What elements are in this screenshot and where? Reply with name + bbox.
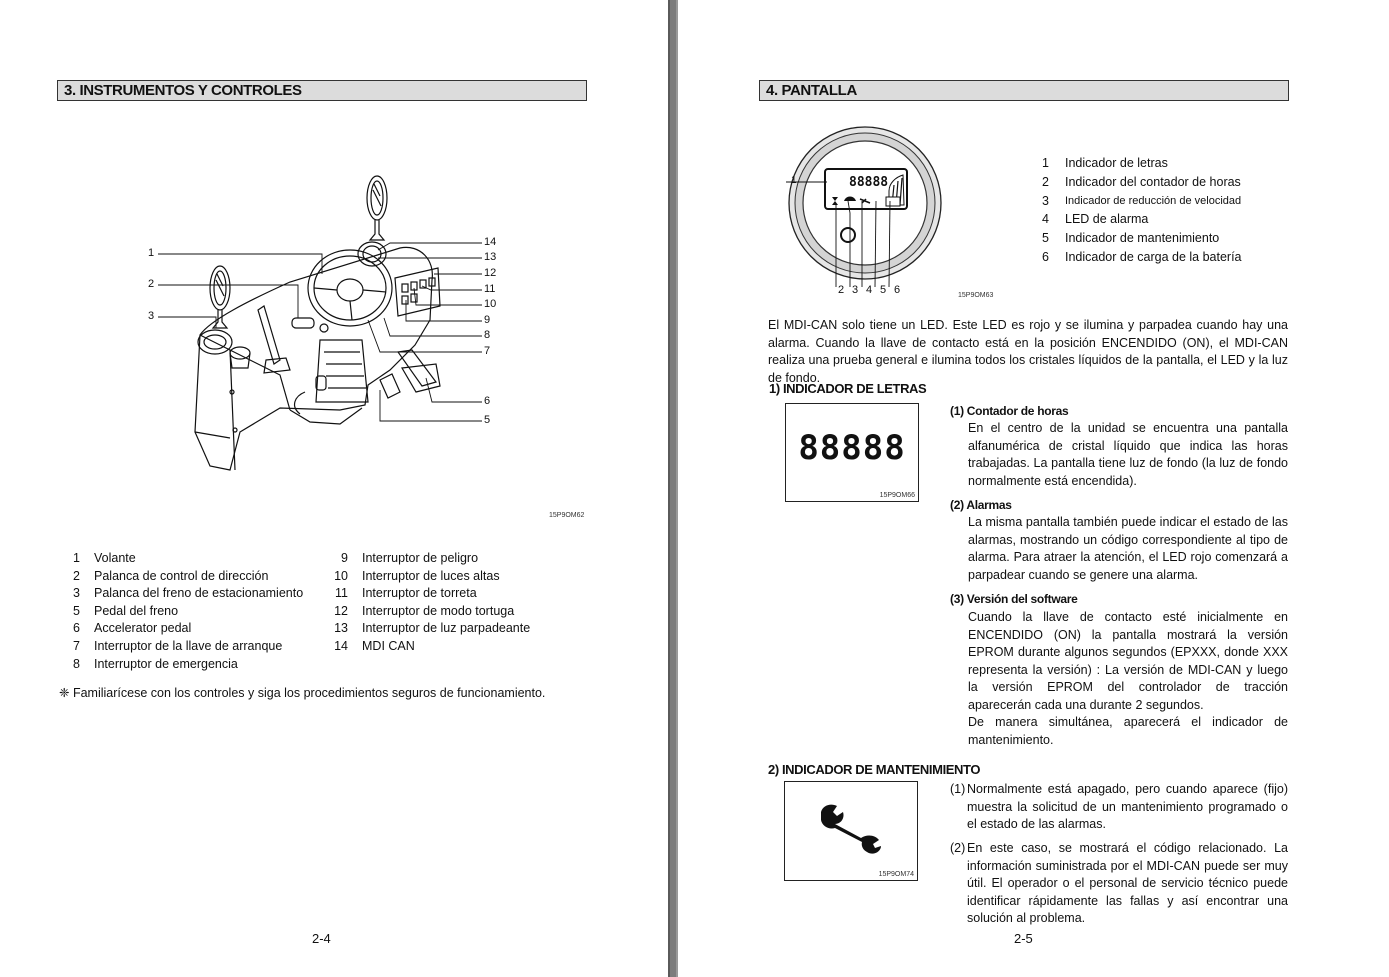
gauge-callout-1: 1 [791,175,797,186]
legend-item: 3 Palanca del freno de estacionamiento [73,586,304,601]
callout-8: 8 [484,329,491,341]
callout-7: 7 [484,345,491,357]
legend-item: 4 LED de alarma [1042,212,1149,227]
legend-item: 8 Interruptor de emergencia [73,656,238,671]
legend-item: 6 Indicador de carga de la batería [1042,249,1242,264]
callout-5: 5 [484,414,491,426]
gauge-figure-code: 15P9OM63 [958,292,994,299]
display-legend [1042,154,1242,267]
callout-9: 9 [484,314,491,326]
left-page [0,0,668,977]
legend-item: 14 MDI CAN [334,638,415,653]
mdi-gauge-diagram [778,125,978,305]
gauge-callout-3: 3 [852,284,859,296]
item-body-software-version-2: De manera simultánea, aparecerá el indicador de mantenimiento. [968,715,1288,747]
page-number: 2-4 [312,931,331,946]
page-number: 2-5 [1014,931,1033,946]
legend-item: 11 Interruptor de torreta [335,586,477,601]
maintenance-figure [784,781,918,881]
legend-item: 2 Indicador del contador de horas [1042,174,1241,189]
section-title-display: 4. PANTALLA [759,80,1289,101]
item-title-software-version: (3) Versión del software [950,592,1078,606]
legend-item: 1 Volante [73,551,136,565]
legend-item: 1 Indicador de letras [1042,156,1168,170]
item-title-hour-counter: (1) Contador de horas [950,404,1069,418]
legend-item: 5 Indicador de mantenimiento [1042,231,1220,246]
legend-item: 10 Interruptor de luces altas [334,568,500,583]
callout-13: 13 [484,251,497,263]
controls-diagram [140,170,510,480]
gauge-callout-5: 5 [880,284,887,296]
wrench-icon [817,802,887,854]
page-gutter [668,0,678,977]
legend-item: 5 Pedal del freno [73,603,179,618]
lcd-digits: 88888 [798,428,906,468]
legend-item: 12 Interruptor de modo tortuga [334,603,515,618]
callout-10: 10 [484,298,497,310]
item-body-hour-counter: En el centro de la unidad se encuentra una pantalla alfanumérica de cristal líquido que indica las horas trabajadas. La pantalla tiene luz de fondo (la luz de fondo normalmente está encendida). [968,421,1288,488]
item-title-alarms: (2) Alarmas [950,498,1012,512]
intro-paragraph: El MDI-CAN solo tiene un LED. Este LED es rojo y se ilumina y parpadea cuando hay una alarma. Cuando la llave de contacto está en la posición ENCENDIDO (ON), el MDI-CAN realiza una prueba general e ilumina todos los cristales líquidos de la pantalla, el LED y la luz de fondo. [768,318,1288,385]
gauge-callout-6: 6 [894,284,901,296]
callout-6: 6 [484,395,491,407]
legend-item: 3 Indicador de reducción de velocidad [1042,193,1242,208]
figure-code: 15P9OM62 [549,512,585,519]
callout-2: 2 [148,278,155,290]
callout-14: 14 [484,236,497,248]
item-body-alarms: La misma pantalla también puede indicar el estado de las alarmas, mostrando un código correspondiente al tipo de alarma. Para atraer la atención, el LED rojo comenzará a parpadear cuando se genere una alarma. [968,515,1288,582]
safety-note: ❈ Familiarícese con los controles y siga los procedimientos seguros de funcionamiento. [59,686,546,700]
callout-3: 3 [148,310,155,322]
letter-display-figure [785,403,919,502]
gauge-display-digits: 88888 [849,175,889,190]
legend-item: 6 Accelerator pedal [73,621,192,636]
subheading-letter-indicator: 1) INDICADOR DE LETRAS [769,381,927,396]
legend-item: 13 Interruptor de luz parpadeante [334,621,531,636]
legend-item: 9 Interruptor de peligro [341,551,479,565]
callout-12: 12 [484,267,497,279]
letter-figure-code: 15P9OM66 [879,492,915,499]
maintenance-item-1: (1) Normalmente está apagado, pero cuando aparece (fijo) muestra la solicitud de un mantenimiento programado o el estado de las alarmas. [950,782,1288,832]
gauge-callout-4: 4 [866,284,873,296]
gauge-callout-2: 2 [838,284,845,296]
item-body-software-version: Cuando la llave de contacto esté inicialmente en ENCENDIDO (ON) la pantalla mostrará la versión EPROM durante algunos segundos (EPXXX, donde XXX representa la versión) : La versión de MDI-CAN y luego la versión EPROM del controlador de tracción aparecerán cada una durante 2 segundos. [968,610,1288,712]
legend-column-2 [326,550,530,656]
subheading-maintenance-indicator: 2) INDICADOR DE MANTENIMIENTO [768,762,981,777]
maintenance-item-2: (2) En este caso, se mostrará el código relacionado. La información suministrada por el MDI-CAN puede ser muy útil. El operador o el personal de servicio técnico puede identificar rápidamente las fallas y así encontrar una solución al problema. [950,841,1288,926]
callout-1: 1 [148,247,155,259]
section-title-instruments: 3. INSTRUMENTOS Y CONTROLES [57,80,587,101]
legend-item: 7 Interruptor de la llave de arranque [73,638,283,653]
right-page [678,0,1389,977]
legend-column-1 [58,550,303,673]
legend-item: 2 Palanca de control de dirección [73,568,269,583]
callout-11: 11 [484,283,496,295]
maintenance-figure-code: 15P9OM74 [878,871,914,878]
